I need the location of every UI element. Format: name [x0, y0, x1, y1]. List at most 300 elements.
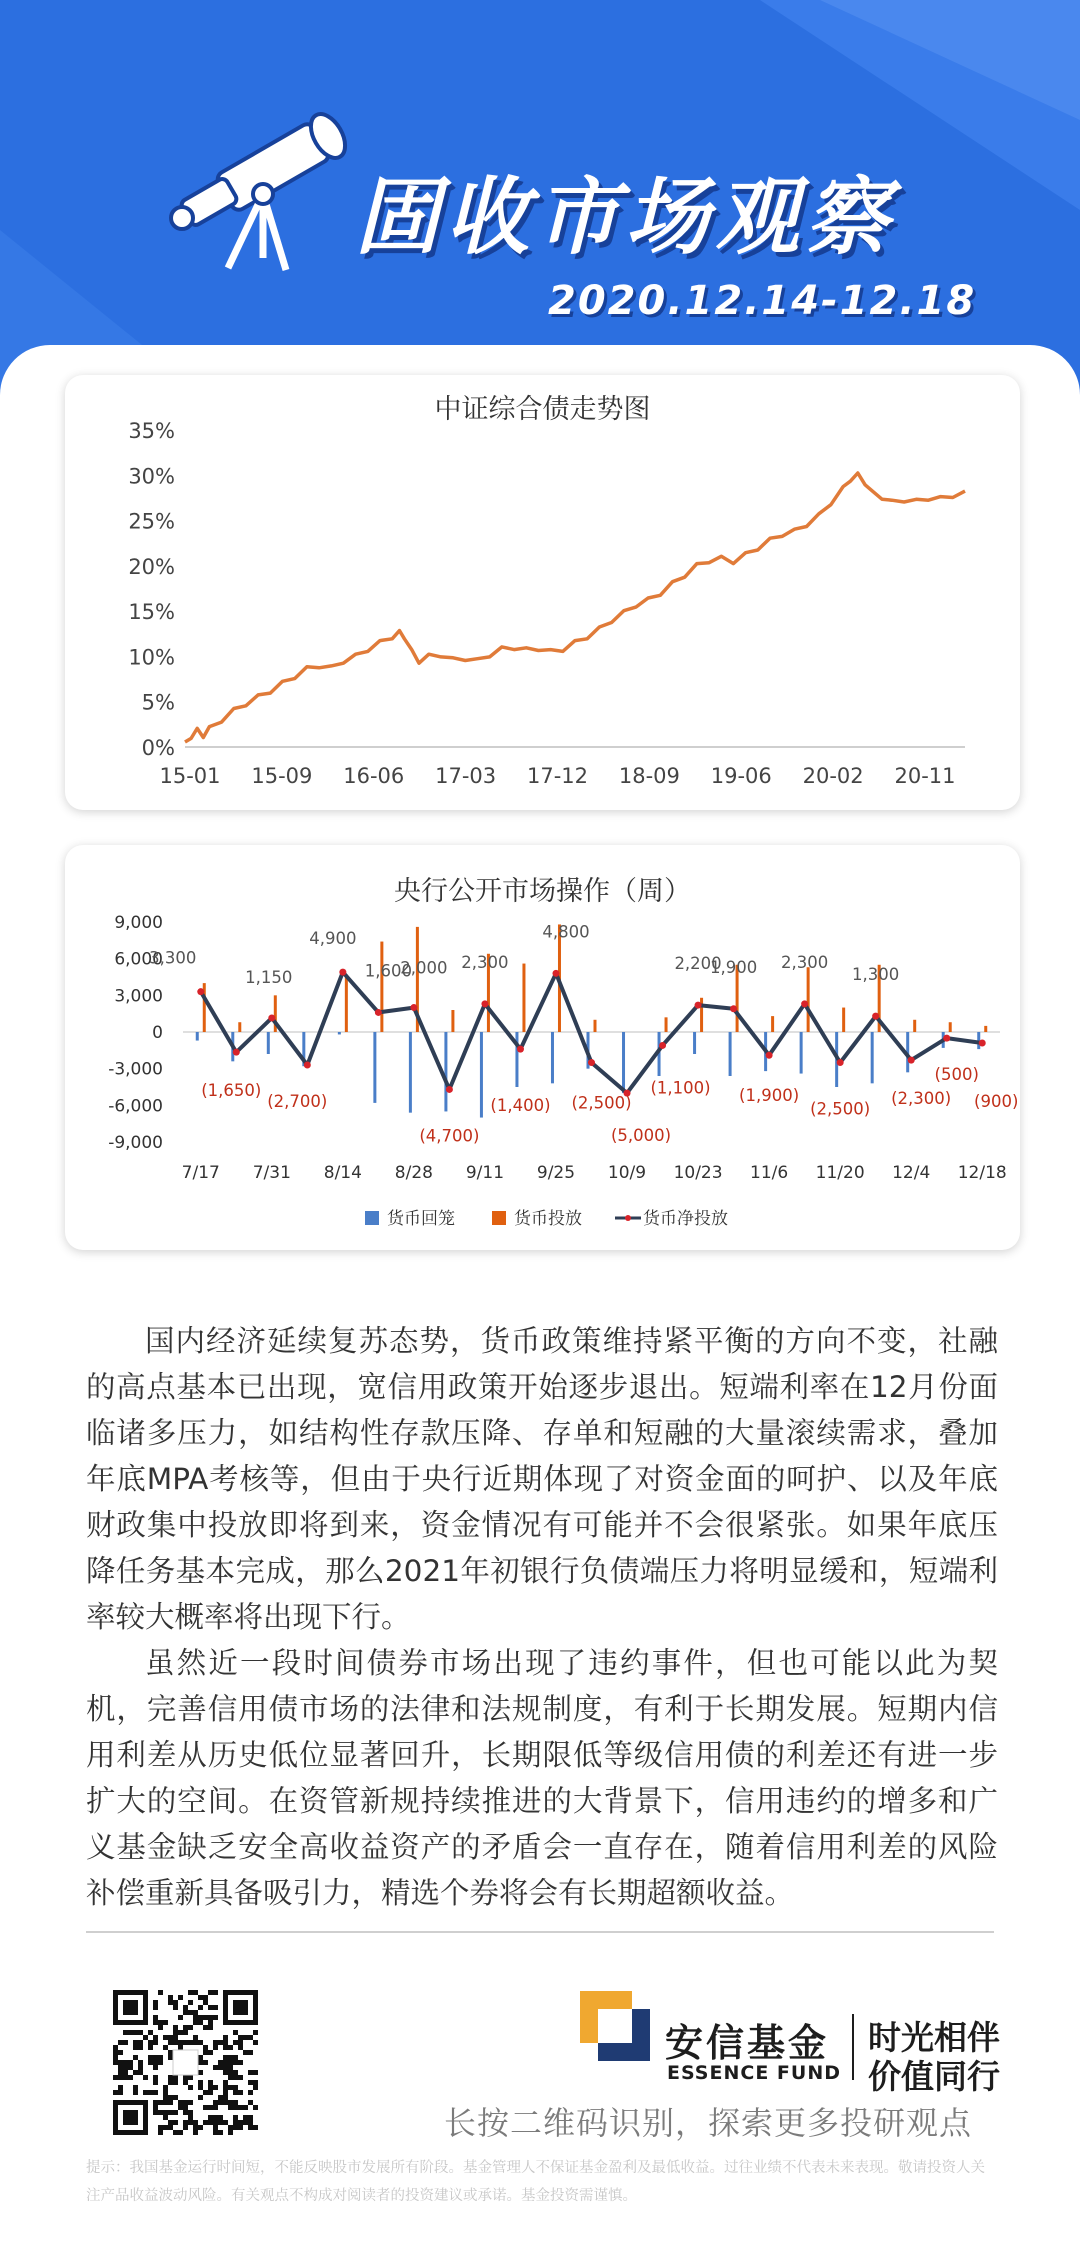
- net-data-label: 3,300: [149, 948, 197, 968]
- qr-module: [208, 2115, 213, 2120]
- qr-module: [163, 2045, 168, 2050]
- qr-module: [208, 2090, 213, 2095]
- net-data-label: 2,300: [461, 952, 509, 972]
- qr-module: [238, 2090, 243, 2095]
- withdraw-bar: [622, 1032, 625, 1093]
- x-tick-label: 7/31: [252, 1163, 291, 1183]
- qr-module: [213, 2105, 218, 2110]
- legend-swatch-dot: [625, 1215, 631, 1221]
- qr-module: [223, 2095, 228, 2100]
- qr-module: [193, 2040, 198, 2045]
- page-title: 固收市场观察: [355, 168, 896, 266]
- qr-module: [158, 2125, 163, 2130]
- x-tick-label: 9/25: [536, 1163, 576, 1183]
- net-injection-point: [481, 1000, 488, 1007]
- article-paragraph-1: 国内经济延续复苏态势，货币政策维持紧平衡的方向不变，社融的高点基本已出现，宽信用政策开始逐步退出。短端利率在12月份面临诸多压力，如结构性存款压降、存单和短融的大量滚续需求，叠加年底MPA考核等，但由于央行近期体现了对资金面的呵护、以及年底财政集中投放即将到来，资金情况有可能并不会很紧张。如果年底压降任务基本完成，那么2021年初银行负债端压力将明显缓和，短端利率较大概率将出现下行。: [86, 1324, 998, 1634]
- brand-name-cn: 安信基金: [665, 2021, 830, 2065]
- qr-module: [148, 2060, 153, 2065]
- qr-module: [223, 2060, 228, 2065]
- qr-module: [133, 2030, 138, 2035]
- net-data-label: (1,100): [650, 1078, 711, 1098]
- qr-module: [173, 2000, 178, 2005]
- qr-module: [198, 2080, 203, 2085]
- qr-module: [113, 2090, 118, 2095]
- qr-module: [178, 2045, 183, 2050]
- net-injection-point: [801, 1000, 808, 1007]
- qr-module: [188, 2085, 193, 2090]
- qr-code-icon[interactable]: [113, 1990, 258, 2135]
- net-data-label: 1,150: [245, 967, 293, 987]
- y-tick-label: -6,000: [108, 1096, 163, 1117]
- qr-module: [193, 2035, 198, 2040]
- qr-module: [128, 2065, 133, 2070]
- x-tick-label: 12/4: [892, 1163, 931, 1183]
- net-data-label: 1,300: [852, 965, 900, 985]
- qr-module: [248, 2100, 253, 2105]
- net-data-label: (1,400): [490, 1096, 551, 1116]
- net-injection-point: [908, 1057, 915, 1064]
- qr-module: [138, 2070, 143, 2075]
- y-tick-label: 6,000: [114, 949, 163, 970]
- qr-module: [213, 1990, 218, 1995]
- withdraw-bar: [444, 1032, 447, 1111]
- qr-module: [253, 2085, 258, 2090]
- x-tick-label: 8/14: [323, 1163, 362, 1183]
- qr-module: [183, 2005, 188, 2010]
- net-data-label: 1,600: [364, 961, 412, 981]
- qr-module: [253, 2030, 258, 2035]
- qr-module: [228, 2065, 233, 2070]
- qr-module: [233, 2055, 238, 2060]
- qr-module: [173, 2110, 178, 2115]
- net-injection-point: [837, 1059, 844, 1066]
- x-tick-label: 11/6: [750, 1163, 789, 1183]
- net-injection-point: [375, 1009, 382, 1016]
- qr-module: [203, 2105, 208, 2110]
- qr-module: [178, 2040, 183, 2045]
- net-injection-point: [517, 1046, 524, 1053]
- qr-module: [183, 2080, 188, 2085]
- net-injection-line: [201, 972, 982, 1093]
- telescope-icon: [168, 108, 358, 278]
- net-data-label: (5,000): [610, 1126, 672, 1146]
- qr-module: [163, 2100, 168, 2105]
- qr-module: [253, 2105, 258, 2110]
- qr-module: [208, 2020, 213, 2025]
- qr-module: [198, 2070, 203, 2075]
- qr-module: [208, 2015, 213, 2020]
- bond-index-chart-title: 中证综合债走势图: [434, 394, 651, 425]
- qr-module: [128, 2075, 133, 2080]
- qr-module: [168, 1995, 173, 2000]
- qr-module: [223, 2085, 228, 2090]
- qr-module: [248, 2125, 253, 2130]
- qr-module: [113, 2045, 118, 2050]
- qr-module: [138, 2030, 143, 2035]
- net-injection-point: [730, 1005, 737, 1012]
- qr-module: [163, 2020, 168, 2025]
- qr-module: [118, 2070, 123, 2075]
- qr-module: [153, 2075, 158, 2080]
- qr-module: [218, 2115, 223, 2120]
- net-injection-point: [943, 1035, 950, 1042]
- qr-module: [133, 2085, 138, 2090]
- qr-module: [238, 2045, 243, 2050]
- withdraw-bar: [338, 1032, 341, 1034]
- qr-module: [248, 2115, 253, 2120]
- inject-bar: [842, 1008, 845, 1032]
- qr-module: [223, 2070, 228, 2075]
- qr-module: [218, 2060, 223, 2065]
- y-tick-label: 30%: [128, 464, 175, 489]
- net-data-label: 4,900: [309, 929, 357, 949]
- qr-module: [243, 2035, 248, 2040]
- qr-module: [163, 2035, 168, 2040]
- qr-module: [153, 2105, 158, 2110]
- net-injection-point: [446, 1086, 453, 1093]
- qr-module: [168, 2100, 173, 2105]
- y-tick-label: -3,000: [108, 1059, 163, 1080]
- net-data-label: (2,300): [891, 1089, 952, 1109]
- qr-module: [168, 2125, 173, 2130]
- qr-module: [188, 2010, 193, 2015]
- qr-module: [198, 2020, 203, 2025]
- qr-module: [168, 2040, 173, 2045]
- y-tick-label: 15%: [128, 600, 175, 625]
- qr-module: [173, 2025, 178, 2030]
- qr-module: [188, 2110, 193, 2115]
- qr-module: [148, 2090, 153, 2095]
- qr-module: [243, 2120, 248, 2125]
- qr-module: [183, 2025, 188, 2030]
- qr-module: [188, 2120, 193, 2125]
- x-tick-label: 8/28: [394, 1163, 433, 1183]
- qr-module: [118, 2075, 123, 2080]
- essence-fund-logo-icon: [580, 1991, 650, 2061]
- qr-module: [153, 2055, 158, 2060]
- qr-module: [198, 2040, 203, 2045]
- qr-module: [113, 2075, 118, 2080]
- qr-finder-core: [123, 2110, 138, 2125]
- net-injection-point: [588, 1059, 595, 1066]
- pboc-operations-bar-chart: [65, 845, 1020, 1250]
- slogan-line-2: 价值同行: [868, 2057, 1000, 2096]
- qr-module: [248, 2090, 253, 2095]
- qr-module: [133, 2055, 138, 2060]
- qr-module: [233, 2125, 238, 2130]
- qr-module: [208, 2050, 213, 2055]
- qr-module: [188, 1990, 193, 1995]
- qr-module: [223, 2090, 228, 2095]
- qr-module: [163, 2125, 168, 2130]
- qr-module: [168, 2000, 173, 2005]
- pboc-operations-chart-title: 央行公开市场操作（周）: [394, 876, 691, 907]
- qr-module: [213, 2130, 218, 2135]
- qr-finder-core: [123, 2000, 138, 2015]
- qr-module: [228, 2085, 233, 2090]
- qr-module: [213, 2125, 218, 2130]
- qr-module: [168, 2075, 173, 2080]
- withdraw-bar: [551, 1032, 554, 1083]
- net-injection-point: [552, 970, 559, 977]
- qr-module: [158, 2110, 163, 2115]
- net-data-label: (1,900): [739, 1086, 800, 1106]
- qr-module: [158, 2060, 163, 2065]
- qr-module: [178, 2015, 183, 2020]
- qr-module: [248, 2035, 253, 2040]
- x-tick-label: 15-01: [159, 764, 221, 788]
- inject-bar: [807, 967, 810, 1032]
- qr-module: [183, 2040, 188, 2045]
- article-body: [86, 1318, 998, 1916]
- qr-module: [153, 2020, 158, 2025]
- qr-module: [158, 2025, 163, 2030]
- net-data-label: 2,200: [674, 954, 722, 974]
- qr-module: [173, 2130, 178, 2135]
- y-tick-label: 10%: [128, 645, 175, 670]
- net-data-label: (900): [974, 1092, 1019, 1111]
- net-data-label: (2,700): [267, 1092, 328, 1111]
- qr-module: [203, 2045, 208, 2050]
- qr-module: [213, 2100, 218, 2105]
- withdraw-bar: [480, 1032, 483, 1118]
- qr-module: [238, 2060, 243, 2065]
- inject-bar: [594, 1020, 597, 1032]
- x-tick-label: 15-09: [251, 764, 313, 788]
- withdraw-bar: [800, 1032, 803, 1074]
- inject-bar: [345, 975, 348, 1032]
- qr-module: [213, 2065, 218, 2070]
- qr-module: [133, 2045, 138, 2050]
- header-banner: [0, 0, 1080, 400]
- qr-module: [158, 2055, 163, 2060]
- inject-bar: [665, 1017, 668, 1032]
- qr-module: [208, 2085, 213, 2090]
- net-data-label: 4,800: [542, 922, 590, 942]
- qr-module: [238, 2035, 243, 2040]
- qr-module: [178, 1995, 183, 2000]
- qr-module: [168, 2035, 173, 2040]
- inject-bar: [451, 1010, 454, 1032]
- qr-module: [173, 2040, 178, 2045]
- withdraw-bar: [373, 1032, 376, 1103]
- qr-module: [223, 2100, 228, 2105]
- x-tick-label: 9/11: [465, 1163, 505, 1183]
- qr-module: [153, 2040, 158, 2045]
- net-injection-point: [233, 1049, 240, 1056]
- inject-bar: [238, 1022, 241, 1032]
- inject-bar: [949, 1022, 952, 1032]
- qr-module: [203, 2060, 208, 2065]
- qr-module: [203, 2090, 208, 2095]
- withdraw-bar: [693, 1032, 696, 1054]
- qr-module: [208, 2005, 213, 2010]
- qr-module: [233, 2115, 238, 2120]
- qr-module: [118, 2085, 123, 2090]
- qr-module: [208, 2025, 213, 2030]
- qr-module: [218, 2100, 223, 2105]
- net-injection-point: [872, 1013, 879, 1020]
- pboc-operations-chart-card: [65, 845, 1020, 1250]
- qr-module: [118, 2050, 123, 2055]
- inject-bar: [380, 942, 383, 1032]
- qr-module: [173, 2120, 178, 2125]
- qr-module: [133, 2040, 138, 2045]
- qr-module: [153, 2090, 158, 2095]
- slogan-line-1: 时光相伴: [868, 2018, 1000, 2057]
- qr-module: [123, 2060, 128, 2065]
- qr-module: [198, 2015, 203, 2020]
- qr-module: [193, 2015, 198, 2020]
- qr-module: [173, 2035, 178, 2040]
- qr-module: [238, 2120, 243, 2125]
- qr-module: [188, 2025, 193, 2030]
- qr-module: [118, 2065, 123, 2070]
- qr-module: [143, 2075, 148, 2080]
- qr-module: [233, 2030, 238, 2035]
- qr-module: [118, 2060, 123, 2065]
- qr-module: [213, 2015, 218, 2020]
- net-data-label: 2,300: [781, 952, 829, 972]
- qr-module: [138, 2060, 143, 2065]
- inject-bar: [771, 1016, 774, 1032]
- qr-module: [243, 2115, 248, 2120]
- x-tick-label: 12/18: [957, 1163, 1007, 1183]
- qr-module: [238, 2105, 243, 2110]
- qr-module: [168, 2095, 173, 2100]
- qr-module: [168, 2110, 173, 2115]
- qr-module: [188, 2075, 193, 2080]
- qr-module: [138, 2065, 143, 2070]
- qr-call-to-action: 长按二维码识别，探索更多投研观点: [444, 2104, 973, 2142]
- qr-module: [183, 2110, 188, 2115]
- qr-module: [188, 2040, 193, 2045]
- qr-module: [198, 2005, 203, 2010]
- qr-module: [163, 2110, 168, 2115]
- inject-bar: [913, 1020, 916, 1032]
- qr-module: [153, 2000, 158, 2005]
- qr-module: [213, 2085, 218, 2090]
- qr-module: [213, 2040, 218, 2045]
- qr-module: [128, 2060, 133, 2065]
- x-tick-label: 17-03: [435, 764, 497, 788]
- qr-module: [203, 2000, 208, 2005]
- qr-module: [153, 2015, 158, 2020]
- qr-module: [183, 2075, 188, 2080]
- qr-module: [153, 2100, 158, 2105]
- qr-module: [248, 2080, 253, 2085]
- x-tick-label: 10/23: [673, 1163, 723, 1183]
- qr-module: [218, 2130, 223, 2135]
- withdraw-bar: [729, 1032, 732, 1076]
- legend-swatch: [365, 1211, 379, 1225]
- withdraw-bar: [267, 1032, 270, 1054]
- qr-module: [158, 2130, 163, 2135]
- qr-module: [123, 2030, 128, 2035]
- y-tick-label: 5%: [141, 690, 175, 715]
- qr-module: [233, 2090, 238, 2095]
- qr-module: [228, 2105, 233, 2110]
- net-data-label: (2,500): [810, 1099, 871, 1119]
- qr-module: [113, 2060, 118, 2065]
- qr-module: [173, 2095, 178, 2100]
- x-tick-label: 19-06: [710, 764, 772, 788]
- legend-label: 货币回笼: [387, 1209, 455, 1229]
- qr-module: [198, 2125, 203, 2130]
- qr-module: [248, 2070, 253, 2075]
- qr-module: [218, 2120, 223, 2125]
- qr-module: [203, 2120, 208, 2125]
- qr-module: [143, 2035, 148, 2040]
- net-data-label: (1,650): [201, 1081, 262, 1101]
- qr-module: [188, 2115, 193, 2120]
- qr-module: [153, 2065, 158, 2070]
- qr-module: [223, 2080, 228, 2085]
- qr-module: [208, 2080, 213, 2085]
- risk-disclaimer: 提示：我国基金运行时间短，不能反映股市发展所有阶段。基金管理人不保证基金盈利及最低收益。过往业绩不代表未来表现。敬请投资人关注产品收益波动风险。有关观点不构成对阅读者的投资建议或承诺。基金投资需谨慎。: [86, 2160, 985, 2204]
- y-tick-label: 9,000: [114, 913, 163, 933]
- qr-module: [213, 2005, 218, 2010]
- net-injection-point: [695, 1002, 702, 1009]
- x-tick-label: 16-06: [343, 764, 405, 788]
- qr-module: [238, 2075, 243, 2080]
- qr-module: [148, 2030, 153, 2035]
- qr-module: [123, 2040, 128, 2045]
- x-tick-label: 11/20: [815, 1163, 865, 1183]
- qr-module: [208, 1990, 213, 1995]
- qr-module: [123, 2075, 128, 2080]
- qr-module: [183, 2120, 188, 2125]
- qr-module: [118, 2040, 123, 2045]
- qr-module: [183, 2030, 188, 2035]
- qr-module: [243, 2105, 248, 2110]
- net-injection-point: [268, 1014, 275, 1021]
- qr-module: [228, 2060, 233, 2065]
- qr-module: [178, 2100, 183, 2105]
- qr-center-logo: [173, 2050, 198, 2075]
- qr-module: [218, 2095, 223, 2100]
- qr-module: [123, 2065, 128, 2070]
- qr-module: [213, 2045, 218, 2050]
- qr-module: [173, 2080, 178, 2085]
- y-tick-label: 3,000: [114, 986, 163, 1007]
- x-tick-label: 17-12: [526, 764, 589, 788]
- qr-module: [208, 2120, 213, 2125]
- qr-module: [138, 2045, 143, 2050]
- net-data-label: (4,700): [419, 1126, 480, 1146]
- y-tick-label: -9,000: [108, 1133, 163, 1153]
- legend-label: 货币净投放: [643, 1209, 728, 1229]
- net-injection-point: [304, 1062, 311, 1069]
- qr-module: [173, 2005, 178, 2010]
- qr-module: [233, 2070, 238, 2075]
- y-tick-label: 0: [152, 1023, 163, 1043]
- date-range: 2020.12.14-12.18: [548, 278, 977, 324]
- net-injection-point: [659, 1042, 666, 1049]
- net-data-label: (500): [934, 1065, 979, 1085]
- qr-module: [158, 1990, 163, 1995]
- qr-module: [253, 2040, 258, 2045]
- qr-module: [223, 2035, 228, 2040]
- qr-module: [233, 2100, 238, 2105]
- qr-module: [238, 2125, 243, 2130]
- qr-module: [153, 2080, 158, 2085]
- qr-module: [118, 2090, 123, 2095]
- qr-module: [213, 2120, 218, 2125]
- qr-module: [188, 2000, 193, 2005]
- qr-module: [173, 2075, 178, 2080]
- qr-module: [193, 1990, 198, 1995]
